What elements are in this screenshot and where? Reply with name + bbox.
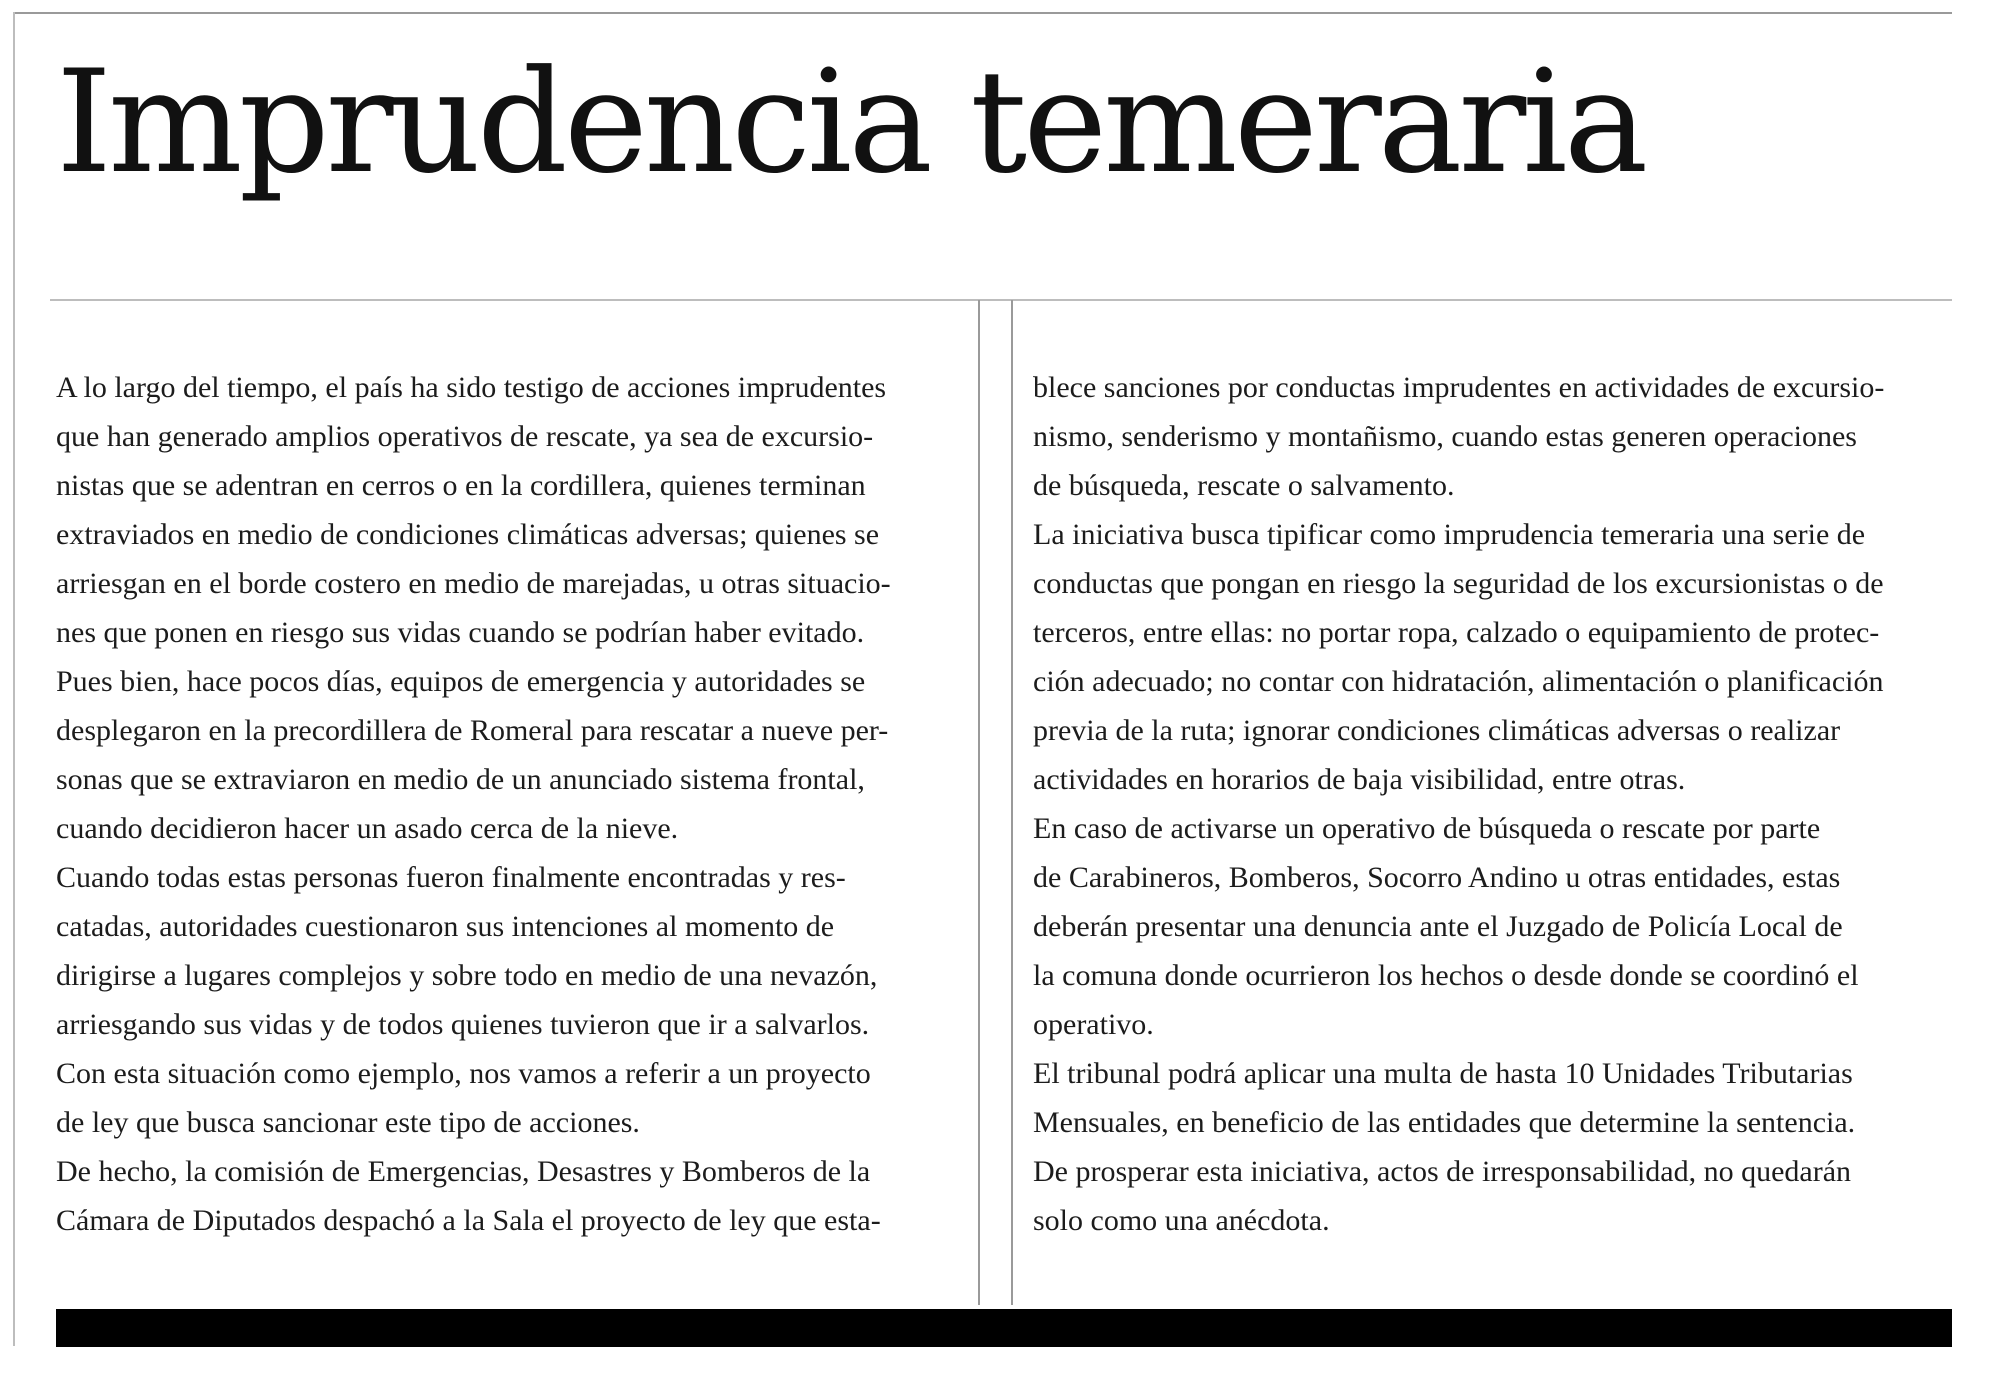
text-line: de Carabineros, Bomberos, Socorro Andino u otras entidades, estas: [1033, 861, 1841, 894]
text-line: En caso de activarse un operativo de búsqueda o rescate por parte: [1033, 812, 1821, 845]
column-divider-left: [978, 300, 980, 1305]
text-line: nes que ponen en riesgo sus vidas cuando se podrían haber evitado.: [56, 616, 865, 649]
text-line: ción adecuado; no contar con hidratación, alimentación o planificación: [1033, 665, 1884, 698]
text-line: sonas que se extraviaron en medio de un anunciado sistema frontal,: [56, 763, 865, 796]
text-line: De prosperar esta iniciativa, actos de irresponsabilidad, no quedarán: [1033, 1155, 1852, 1188]
text-line: La iniciativa busca tipificar como imprudencia temeraria una serie de: [1033, 518, 1866, 551]
text-line: solo como una anécdota.: [1033, 1204, 1330, 1237]
text-line: nismo, senderismo y montañismo, cuando estas generen operaciones: [1033, 420, 1857, 453]
headline-rule: [50, 299, 1952, 301]
text-line: Cuando todas estas personas fueron finalmente encontradas y res-: [56, 861, 846, 894]
column-divider-right: [1011, 300, 1013, 1305]
text-line: arriesgan en el borde costero en medio de marejadas, u otras situacio-: [56, 567, 891, 600]
text-line: que han generado amplios operativos de rescate, ya sea de excursio-: [56, 420, 874, 453]
text-line: desplegaron en la precordillera de Romeral para rescatar a nueve per-: [56, 714, 889, 747]
bottom-bar: [56, 1309, 1952, 1347]
text-line: El tribunal podrá aplicar una multa de hasta 10 Unidades Tributarias: [1033, 1057, 1853, 1090]
text-line: conductas que pongan en riesgo la seguridad de los excursionistas o de: [1033, 567, 1884, 600]
text-line: Pues bien, hace pocos días, equipos de emergencia y autoridades se: [56, 665, 866, 698]
text-line: terceros, entre ellas: no portar ropa, calzado o equipamiento de protec-: [1033, 616, 1880, 649]
text-line: de búsqueda, rescate o salvamento.: [1033, 469, 1455, 502]
text-line: operativo.: [1033, 1008, 1154, 1041]
text-line: cuando decidieron hacer un asado cerca de la nieve.: [56, 812, 679, 845]
page-left-edge: [13, 12, 15, 1346]
headline: Imprudencia temeraria: [56, 40, 1645, 205]
text-line: arriesgando sus vidas y de todos quienes tuvieron que ir a salvarlos.: [56, 1008, 870, 1041]
body-column-left: [56, 363, 966, 1245]
text-line: catadas, autoridades cuestionaron sus intenciones al momento de: [56, 910, 835, 943]
text-line: Con esta situación como ejemplo, nos vamos a referir a un proyecto: [56, 1057, 871, 1090]
body-column-right: [1033, 363, 1953, 1245]
text-line: Mensuales, en beneficio de las entidades que determine la sentencia.: [1033, 1106, 1856, 1139]
text-line: actividades en horarios de baja visibilidad, entre otras.: [1033, 763, 1686, 796]
text-line: deberán presentar una denuncia ante el Juzgado de Policía Local de: [1033, 910, 1843, 943]
text-line: dirigirse a lugares complejos y sobre todo en medio de una nevazón,: [56, 959, 878, 992]
text-line: A lo largo del tiempo, el país ha sido testigo de acciones imprudentes: [56, 371, 887, 404]
text-line: blece sanciones por conductas imprudentes en actividades de excursio-: [1033, 371, 1885, 404]
text-line: extraviados en medio de condiciones climáticas adversas; quienes se: [56, 518, 880, 551]
text-line: la comuna donde ocurrieron los hechos o desde donde se coordinó el: [1033, 959, 1859, 992]
top-rule: [14, 12, 1952, 14]
text-line: De hecho, la comisión de Emergencias, Desastres y Bomberos de la: [56, 1155, 871, 1188]
text-line: previa de la ruta; ignorar condiciones climáticas adversas o realizar: [1033, 714, 1841, 747]
text-line: nistas que se adentran en cerros o en la cordillera, quienes terminan: [56, 469, 866, 502]
text-line: Cámara de Diputados despachó a la Sala el proyecto de ley que esta-: [56, 1204, 881, 1237]
text-line: de ley que busca sancionar este tipo de acciones.: [56, 1106, 640, 1139]
